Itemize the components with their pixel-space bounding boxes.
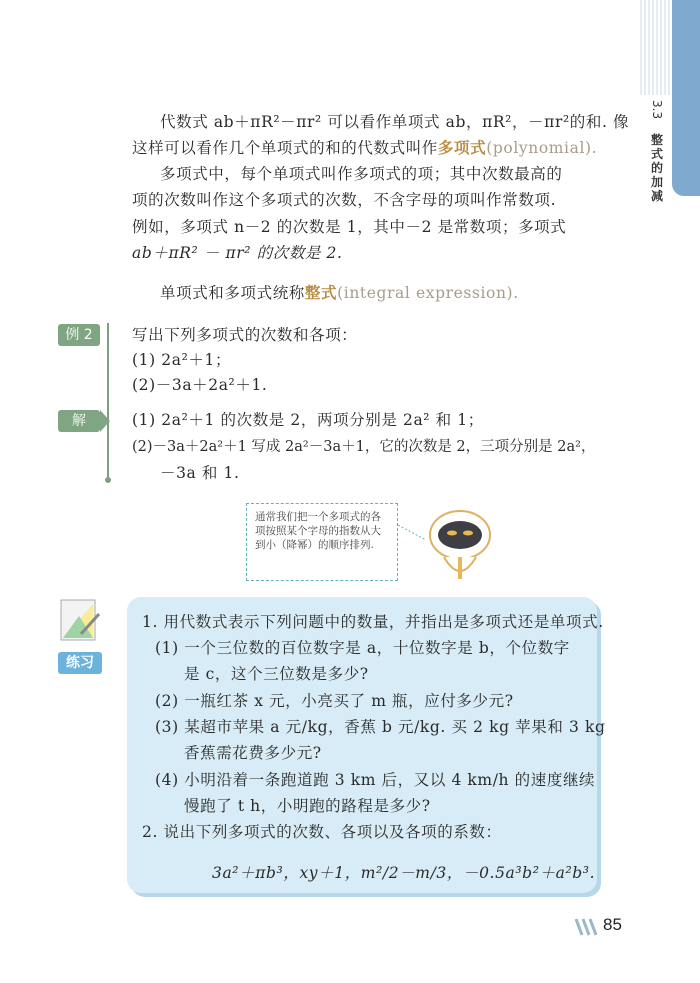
example-connector-line <box>107 323 109 480</box>
para1-line1: 代数式 ab＋πR²－πr² 可以看作单项式 ab，πR²，－πr²的和. 像 <box>160 113 630 131</box>
para2-line: ab＋πR² － πr² 的次数是 2. <box>132 244 343 262</box>
example-line: 写出下列多项式的次数和各项： <box>132 326 358 344</box>
solution-line: (1) 2a²＋1 的次数是 2，两项分别是 2a² 和 1； <box>132 411 484 429</box>
exercise-line: 2. 说出下列多项式的次数、各项以及各项的系数： <box>142 823 502 841</box>
para2-line: 例如，多项式 n－2 的次数是 1，其中－2 是常数项；多项式 <box>132 218 567 236</box>
para1-line2 <box>132 137 597 159</box>
exercise-line: 香蕉需花费多少元? <box>184 744 322 762</box>
exercise-line: (1) 一个三位数的百位数字是 a，十位数字是 b，个位数字 <box>155 639 570 657</box>
page-number: 85 <box>603 915 622 934</box>
section-number: 3.3 <box>650 100 664 120</box>
example-line: (1) 2a²＋1； <box>132 351 232 369</box>
para3 <box>160 282 519 304</box>
exercise-line: 1. 用代数式表示下列问题中的数量，并指出是多项式还是单项式. <box>142 613 604 631</box>
exercise-line: 慢跑了 t h，小明跑的路程是多少? <box>184 797 431 815</box>
example-line: (2)－3a＋2a²＋1. <box>132 376 268 394</box>
solution-line: －3a 和 1. <box>160 464 240 482</box>
term-integral-en: (integral expression). <box>337 284 519 302</box>
term-polynomial: 多项式 <box>437 139 487 157</box>
chapter-tab <box>672 0 700 196</box>
page-stripes-icon <box>574 917 602 937</box>
example-badge: 例 2 <box>58 324 100 346</box>
term-polynomial-en: (polynomial). <box>486 139 598 157</box>
exercise-line: (4) 小明沿着一条跑道跑 3 km 后，又以 4 km/h 的速度继续 <box>155 771 596 789</box>
tip-box: 通常我们把一个多项式的各项按照某个字母的指数从大到小（降幂）的顺序排列. <box>246 503 398 581</box>
section-label <box>648 100 666 203</box>
solution-badge: 解 <box>58 410 100 432</box>
text: 这样可以看作几个单项式的和的代数式叫作 <box>132 139 438 157</box>
solution-line: (2)－3a＋2a²＋1 写成 2a²－3a＋1，它的次数是 2，三项分别是 2a²， <box>132 439 596 455</box>
solution-arrow <box>100 410 110 432</box>
exercise-badge: 练习 <box>58 652 102 674</box>
para2-line: 项的次数叫作这个多项式的次数，不含字母的项叫作常数项. <box>132 191 557 209</box>
exercise-line: (3) 某超市苹果 a 元/kg，香蕉 b 元/kg. 买 2 kg 苹果和 3 kg <box>155 718 606 736</box>
notebook-pencil-icon <box>55 594 105 644</box>
exercise-formulas: 3a²＋πb³，xy＋1，m²/2－m/3，－0.5a³b²＋a²b³. <box>212 864 596 882</box>
para2-line: 多项式中，每个单项式叫作多项式的项；其中次数最高的 <box>160 165 563 183</box>
connector-dot <box>105 477 111 483</box>
page-edge-stripes <box>640 0 672 95</box>
term-integral: 整式 <box>304 284 338 302</box>
exercise-line: (2) 一瓶红茶 x 元，小亮买了 m 瓶，应付多少元? <box>155 692 514 710</box>
section-title: 整式的加减 <box>650 133 663 204</box>
text: 单项式和多项式统称 <box>160 284 305 302</box>
robot-mascot-icon <box>398 505 498 585</box>
exercise-line: 是 c，这个三位数是多少? <box>184 665 369 683</box>
